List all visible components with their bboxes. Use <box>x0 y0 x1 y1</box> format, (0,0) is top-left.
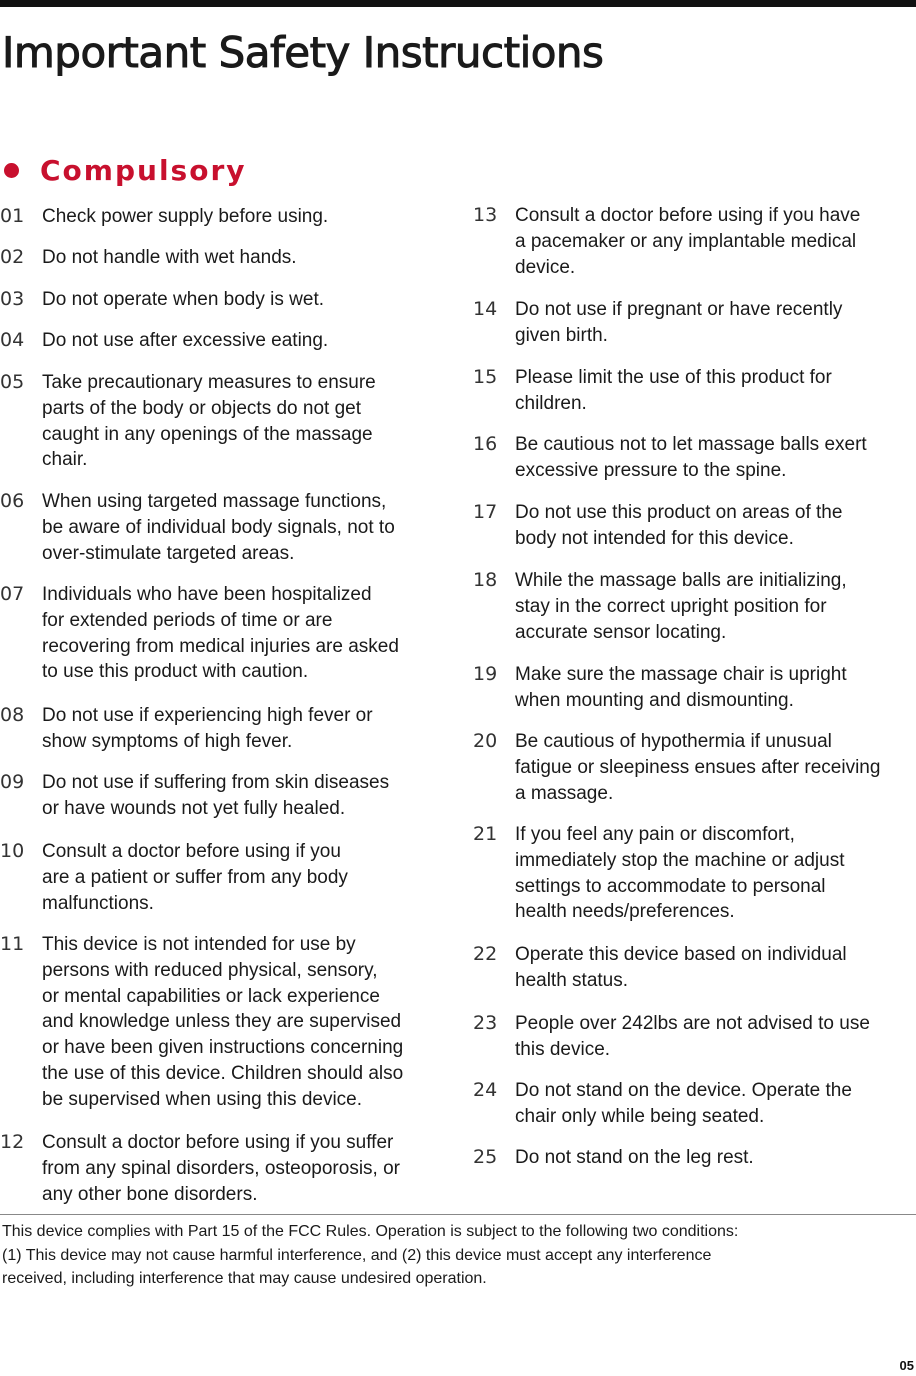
instruction-item <box>473 1145 913 1171</box>
instruction-item <box>473 297 913 349</box>
item-number: 04 <box>0 329 25 351</box>
item-number: 17 <box>473 501 498 523</box>
fcc-notice: This device complies with Part 15 of the FCC Rules. Operation is subject to the following two conditions: (1) This device may not cause harmful interference, and (2) this device must accept any interference received, including interference that may cause undesired operation. <box>2 1223 739 1287</box>
instruction-item <box>473 729 913 806</box>
instruction-item <box>473 1011 913 1063</box>
instruction-item <box>0 582 440 685</box>
item-number: 23 <box>473 1012 498 1034</box>
item-text: People over 242lbs are not advised to use this device. <box>515 1013 870 1060</box>
item-number: 01 <box>0 205 25 227</box>
item-number: 22 <box>473 943 498 965</box>
item-number: 11 <box>0 933 25 955</box>
instruction-item <box>473 942 913 994</box>
item-number: 16 <box>473 433 498 455</box>
instruction-item <box>473 432 913 484</box>
instruction-item <box>473 203 913 280</box>
item-text: Operate this device based on individual health status. <box>515 944 847 991</box>
item-text: Do not use after excessive eating. <box>42 330 329 351</box>
item-number: 12 <box>0 1131 25 1153</box>
item-number: 07 <box>0 583 25 605</box>
item-text: Be cautious not to let massage balls exert excessive pressure to the spine. <box>515 434 867 481</box>
item-number: 20 <box>473 730 498 752</box>
page-title: Important Safety Instructions <box>2 28 604 77</box>
red-dot-icon <box>4 163 19 178</box>
instruction-item <box>0 370 440 473</box>
item-text: Take precautionary measures to ensure parts of the body or objects do not get caught in any openings of the massage chair. <box>42 372 376 471</box>
item-number: 21 <box>473 823 498 845</box>
item-text: While the massage balls are initializing, stay in the correct upright position for accurate sensor locating. <box>515 570 847 643</box>
item-text: Do not operate when body is wet. <box>42 289 325 310</box>
top-rule <box>0 0 916 7</box>
item-text: Do not use if suffering from skin diseases or have wounds not yet fully healed. <box>42 772 390 819</box>
item-text: When using targeted massage functions, be aware of individual body signals, not to over-stimulate targeted areas. <box>42 491 395 564</box>
instruction-item <box>0 1130 440 1207</box>
item-text: Consult a doctor before using if you have a pacemaker or any implantable medical device. <box>515 205 861 278</box>
item-text: Do not handle with wet hands. <box>42 247 297 268</box>
instruction-item <box>0 489 440 566</box>
item-number: 06 <box>0 490 25 512</box>
instruction-item <box>0 932 440 1113</box>
item-text: Do not use if experiencing high fever or show symptoms of high fever. <box>42 705 373 752</box>
section-compulsory <box>4 154 247 187</box>
item-text: Do not stand on the leg rest. <box>515 1147 754 1168</box>
item-text: Do not use this product on areas of the body not intended for this device. <box>515 502 843 549</box>
instruction-item <box>473 568 913 645</box>
item-number: 14 <box>473 298 498 320</box>
instruction-item <box>473 662 913 714</box>
item-number: 24 <box>473 1079 498 1101</box>
instruction-item <box>0 287 440 313</box>
item-number: 08 <box>0 704 25 726</box>
instruction-item <box>0 703 440 755</box>
item-text: If you feel any pain or discomfort, immediately stop the machine or adjust settings to accommodate to personal health needs/preferences. <box>515 824 845 923</box>
footer-divider <box>0 1214 916 1215</box>
item-text: This device is not intended for use by persons with reduced physical, sensory, or mental capabilities or lack experience and knowledge unless they are supervised or have been given instructions concerning the use of this device. Children should also be supervised when using this device. <box>42 934 404 1110</box>
item-text: Do not use if pregnant or have recently given birth. <box>515 299 843 346</box>
instruction-item <box>473 1078 913 1130</box>
item-text: Consult a doctor before using if you are a patient or suffer from any body malfunctions. <box>42 841 348 914</box>
item-text: Do not stand on the device. Operate the chair only while being seated. <box>515 1080 852 1127</box>
page-number: 05 <box>899 1358 914 1373</box>
item-number: 18 <box>473 569 498 591</box>
item-number: 10 <box>0 840 25 862</box>
item-number: 02 <box>0 246 25 268</box>
item-number: 13 <box>473 204 498 226</box>
item-number: 05 <box>0 371 25 393</box>
item-number: 19 <box>473 663 498 685</box>
instruction-item <box>0 328 440 354</box>
item-text: Consult a doctor before using if you suffer from any spinal disorders, osteoporosis, or any other bone disorders. <box>42 1132 400 1205</box>
item-text: Individuals who have been hospitalized for extended periods of time or are recovering from medical injuries are asked to use this product with caution. <box>42 584 399 683</box>
instruction-item <box>0 839 440 916</box>
item-text: Be cautious of hypothermia if unusual fatigue or sleepiness ensues after receiving a massage. <box>515 731 881 804</box>
item-number: 25 <box>473 1146 498 1168</box>
item-text: Check power supply before using. <box>42 206 329 227</box>
instruction-item <box>0 770 440 822</box>
item-text: Make sure the massage chair is upright when mounting and dismounting. <box>515 664 847 711</box>
item-number: 09 <box>0 771 25 793</box>
instruction-item <box>0 245 440 271</box>
instruction-item <box>473 365 913 417</box>
instruction-item <box>0 204 440 230</box>
item-text: Please limit the use of this product for children. <box>515 367 832 414</box>
instruction-item <box>473 500 913 552</box>
item-number: 03 <box>0 288 25 310</box>
section-label: Compulsory <box>40 154 247 187</box>
instruction-item <box>473 822 913 925</box>
item-number: 15 <box>473 366 498 388</box>
